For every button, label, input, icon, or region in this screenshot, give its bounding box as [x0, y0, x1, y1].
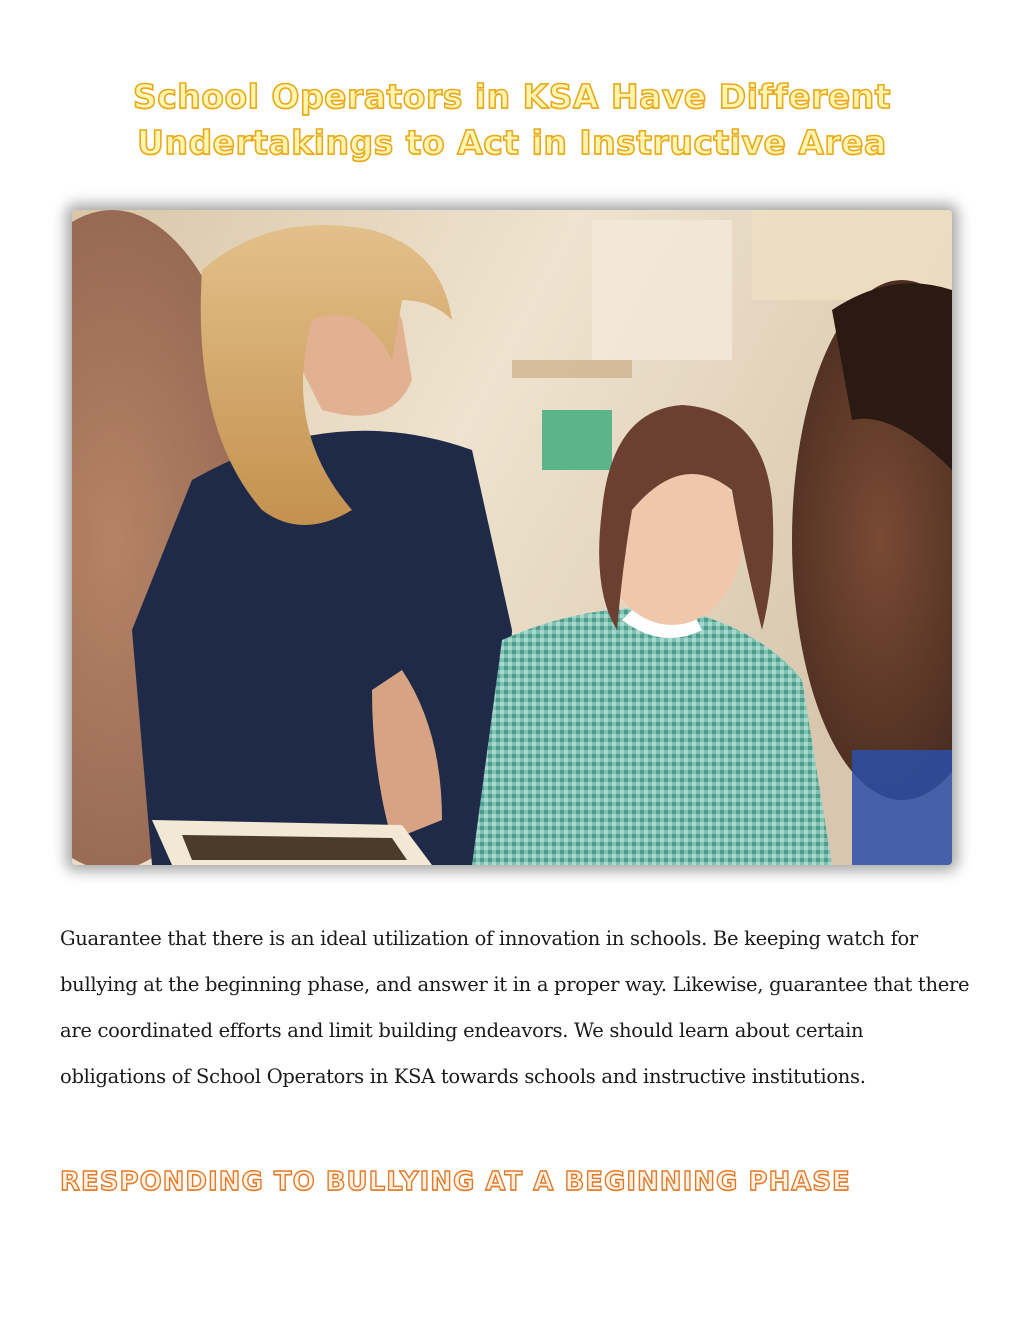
classroom-photo	[72, 210, 952, 865]
page-title	[40, 74, 984, 166]
page-title-line-1: School Operators in KSA Have Different	[132, 77, 892, 116]
section-heading: RESPONDING TO BULLYING AT A BEGINNING PHASE	[60, 1167, 851, 1197]
page-title-line-2: Undertakings to Act in Instructive Area	[137, 123, 887, 162]
body-paragraph: Guarantee that there is an ideal utilization of innovation in schools. Be keeping watch for bullying at the beginning phase, and answer it in a proper way. Likewise, guarantee that there are coordinated efforts and limit building endeavors. We should learn about certain obligations of School Operators in KSA towards schools and instructive institutions.	[60, 927, 970, 1088]
